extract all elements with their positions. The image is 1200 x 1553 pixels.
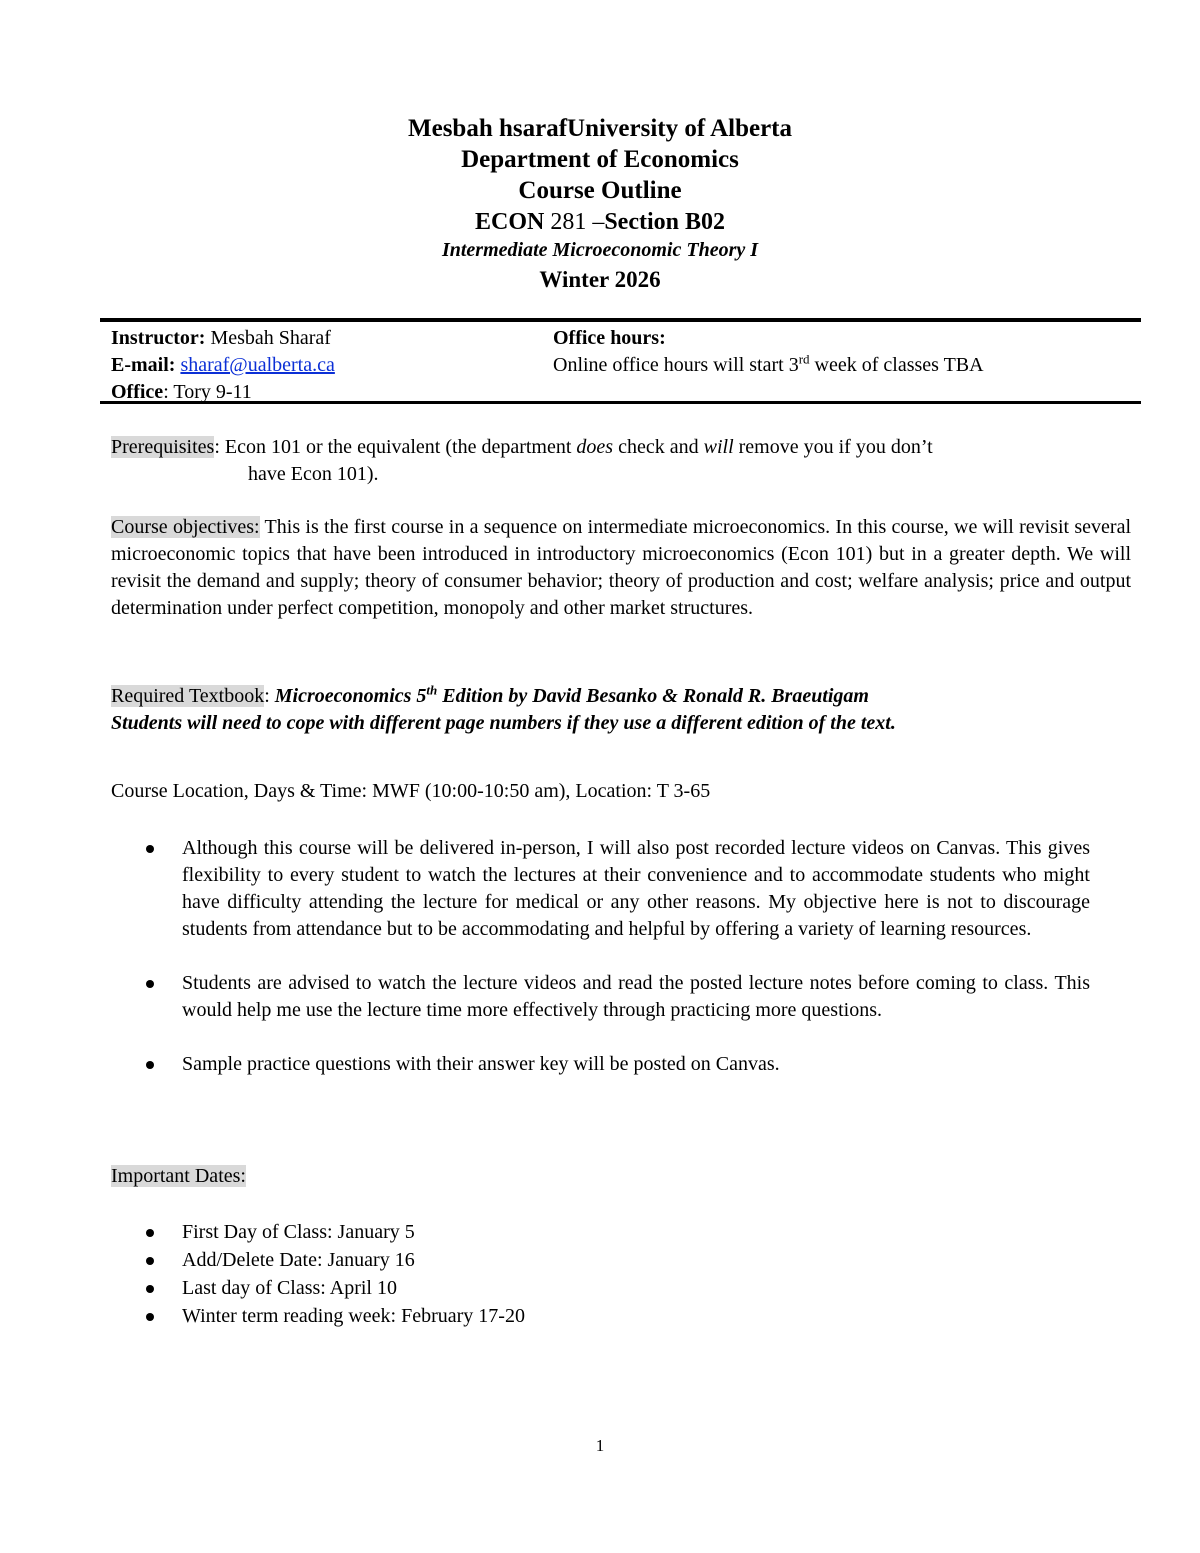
textbook-title-a: Microeconomics 5	[274, 685, 427, 707]
bullet-icon	[146, 1061, 154, 1069]
office-value: : Tory 9-11	[163, 381, 252, 403]
important-dates-label: Important Dates:	[111, 1165, 246, 1187]
bullet-icon	[146, 845, 154, 853]
office-hours-sup: rd	[798, 351, 810, 367]
email-link[interactable]: sharaf@ualberta.ca	[180, 354, 335, 376]
prerequisites-text-a: Econ 101 or the equivalent (the department	[219, 436, 577, 458]
bullet-icon	[146, 1285, 154, 1293]
header-outline: Course Outline	[518, 177, 682, 204]
list-item	[140, 1247, 1090, 1274]
textbook-line	[111, 683, 1131, 710]
important-dates-list	[140, 1219, 1090, 1331]
instructor-label: Instructor:	[111, 327, 206, 349]
textbook-note: Students will need to cope with different page numbers if they use a different edition of the text.	[111, 712, 896, 734]
date-item-text: Winter term reading week: February 17-20	[182, 1305, 525, 1327]
list-item	[140, 1219, 1090, 1246]
prerequisites-em-will: will	[703, 436, 734, 458]
prerequisites-section	[111, 434, 1131, 488]
prerequisites-label: Prerequisites	[111, 436, 215, 458]
instructor-info-left	[111, 325, 335, 406]
course-location: Course Location, Days & Time: MWF (10:00-10:50 am), Location: T 3-65	[111, 780, 711, 802]
objectives-label: Course objectives:	[111, 516, 260, 538]
date-item-text: First Day of Class: January 5	[182, 1221, 415, 1243]
list-item	[140, 1303, 1090, 1330]
objectives-section	[111, 514, 1131, 622]
prerequisites-text-b: check and	[613, 436, 704, 458]
office-label: Office	[111, 381, 164, 403]
document-header	[0, 113, 1200, 297]
date-item-text: Last day of Class: April 10	[182, 1277, 397, 1299]
course-term: Winter 2026	[539, 267, 661, 292]
email-row	[111, 352, 335, 379]
prerequisites-line2: have Econ 101).	[248, 463, 379, 485]
textbook-colon: :	[264, 685, 275, 707]
course-notes-list	[140, 835, 1090, 1105]
instructor-row	[111, 325, 335, 352]
textbook-title-sup: th	[426, 682, 438, 698]
important-dates-heading	[111, 1163, 1131, 1190]
prerequisites-text-c: remove you if you don’t	[733, 436, 933, 458]
course-code	[0, 207, 1200, 237]
email-label: E-mail:	[111, 354, 176, 376]
bullet-icon	[146, 1257, 154, 1265]
list-item-text: Students are advised to watch the lecture videos and read the posted lecture notes before coming to class. This would help me use the lecture time more effectively through practicing more questions.	[182, 972, 1090, 1021]
textbook-section	[111, 683, 1131, 737]
list-item-text: Sample practice questions with their answer key will be posted on Canvas.	[182, 1053, 780, 1075]
list-item-text: Although this course will be delivered in-person, I will also post recorded lecture videos on Canvas. This gives flexibility to every student to watch the lectures at their convenience and to accommodate students who might have difficulty attending the lecture for medical or any other reasons. My objective here is not to discourage students from attendance but to be accommodating and helpful by offering a variety of learning resources.	[182, 837, 1090, 940]
course-section: Section B02	[604, 209, 725, 235]
list-item	[140, 1051, 1090, 1078]
list-item	[140, 970, 1090, 1024]
office-hours-pre: Online office hours will start 3	[553, 354, 799, 376]
header-department: Department of Economics	[461, 146, 739, 173]
bullet-icon	[146, 1313, 154, 1321]
page-number: 1	[595, 1436, 605, 1455]
course-title: Intermediate Microeconomic Theory I	[441, 239, 759, 261]
textbook-title-b: Edition by David Besanko & Ronald R. Braeutigam	[437, 685, 869, 707]
course-code-number: 281 –	[550, 209, 605, 235]
prerequisites-colon: :	[214, 436, 220, 458]
instructor-info-right	[553, 325, 984, 379]
instructor-info-box	[100, 318, 1141, 404]
list-item	[140, 1275, 1090, 1302]
list-item	[140, 835, 1090, 943]
bullet-icon	[146, 1229, 154, 1237]
bullet-icon	[146, 980, 154, 988]
office-hours-post: week of classes TBA	[809, 354, 984, 376]
instructor-name: Mesbah Sharaf	[205, 327, 331, 349]
textbook-label: Required Textbook	[111, 685, 265, 707]
prerequisites-em-does: does	[576, 436, 614, 458]
office-row	[111, 379, 335, 406]
date-item-text: Add/Delete Date: January 16	[182, 1249, 415, 1271]
course-code-prefix: ECON	[474, 209, 545, 235]
office-hours-label: Office hours:	[553, 327, 666, 349]
header-university: Mesbah hsarafUniversity of Alberta	[408, 115, 792, 142]
objectives-text: This is the first course in a sequence on intermediate microeconomics. In this course, we will revisit several microeconomic topics that have been introduced in introductory microeconomics (Econ 101) but in a greater depth. We will revisit the demand and supply; theory of consumer behavior; theory of production and cost; welfare analysis; price and output determination under perfect competition, monopoly and other market structures.	[111, 516, 1131, 619]
office-hours-text	[553, 352, 984, 379]
